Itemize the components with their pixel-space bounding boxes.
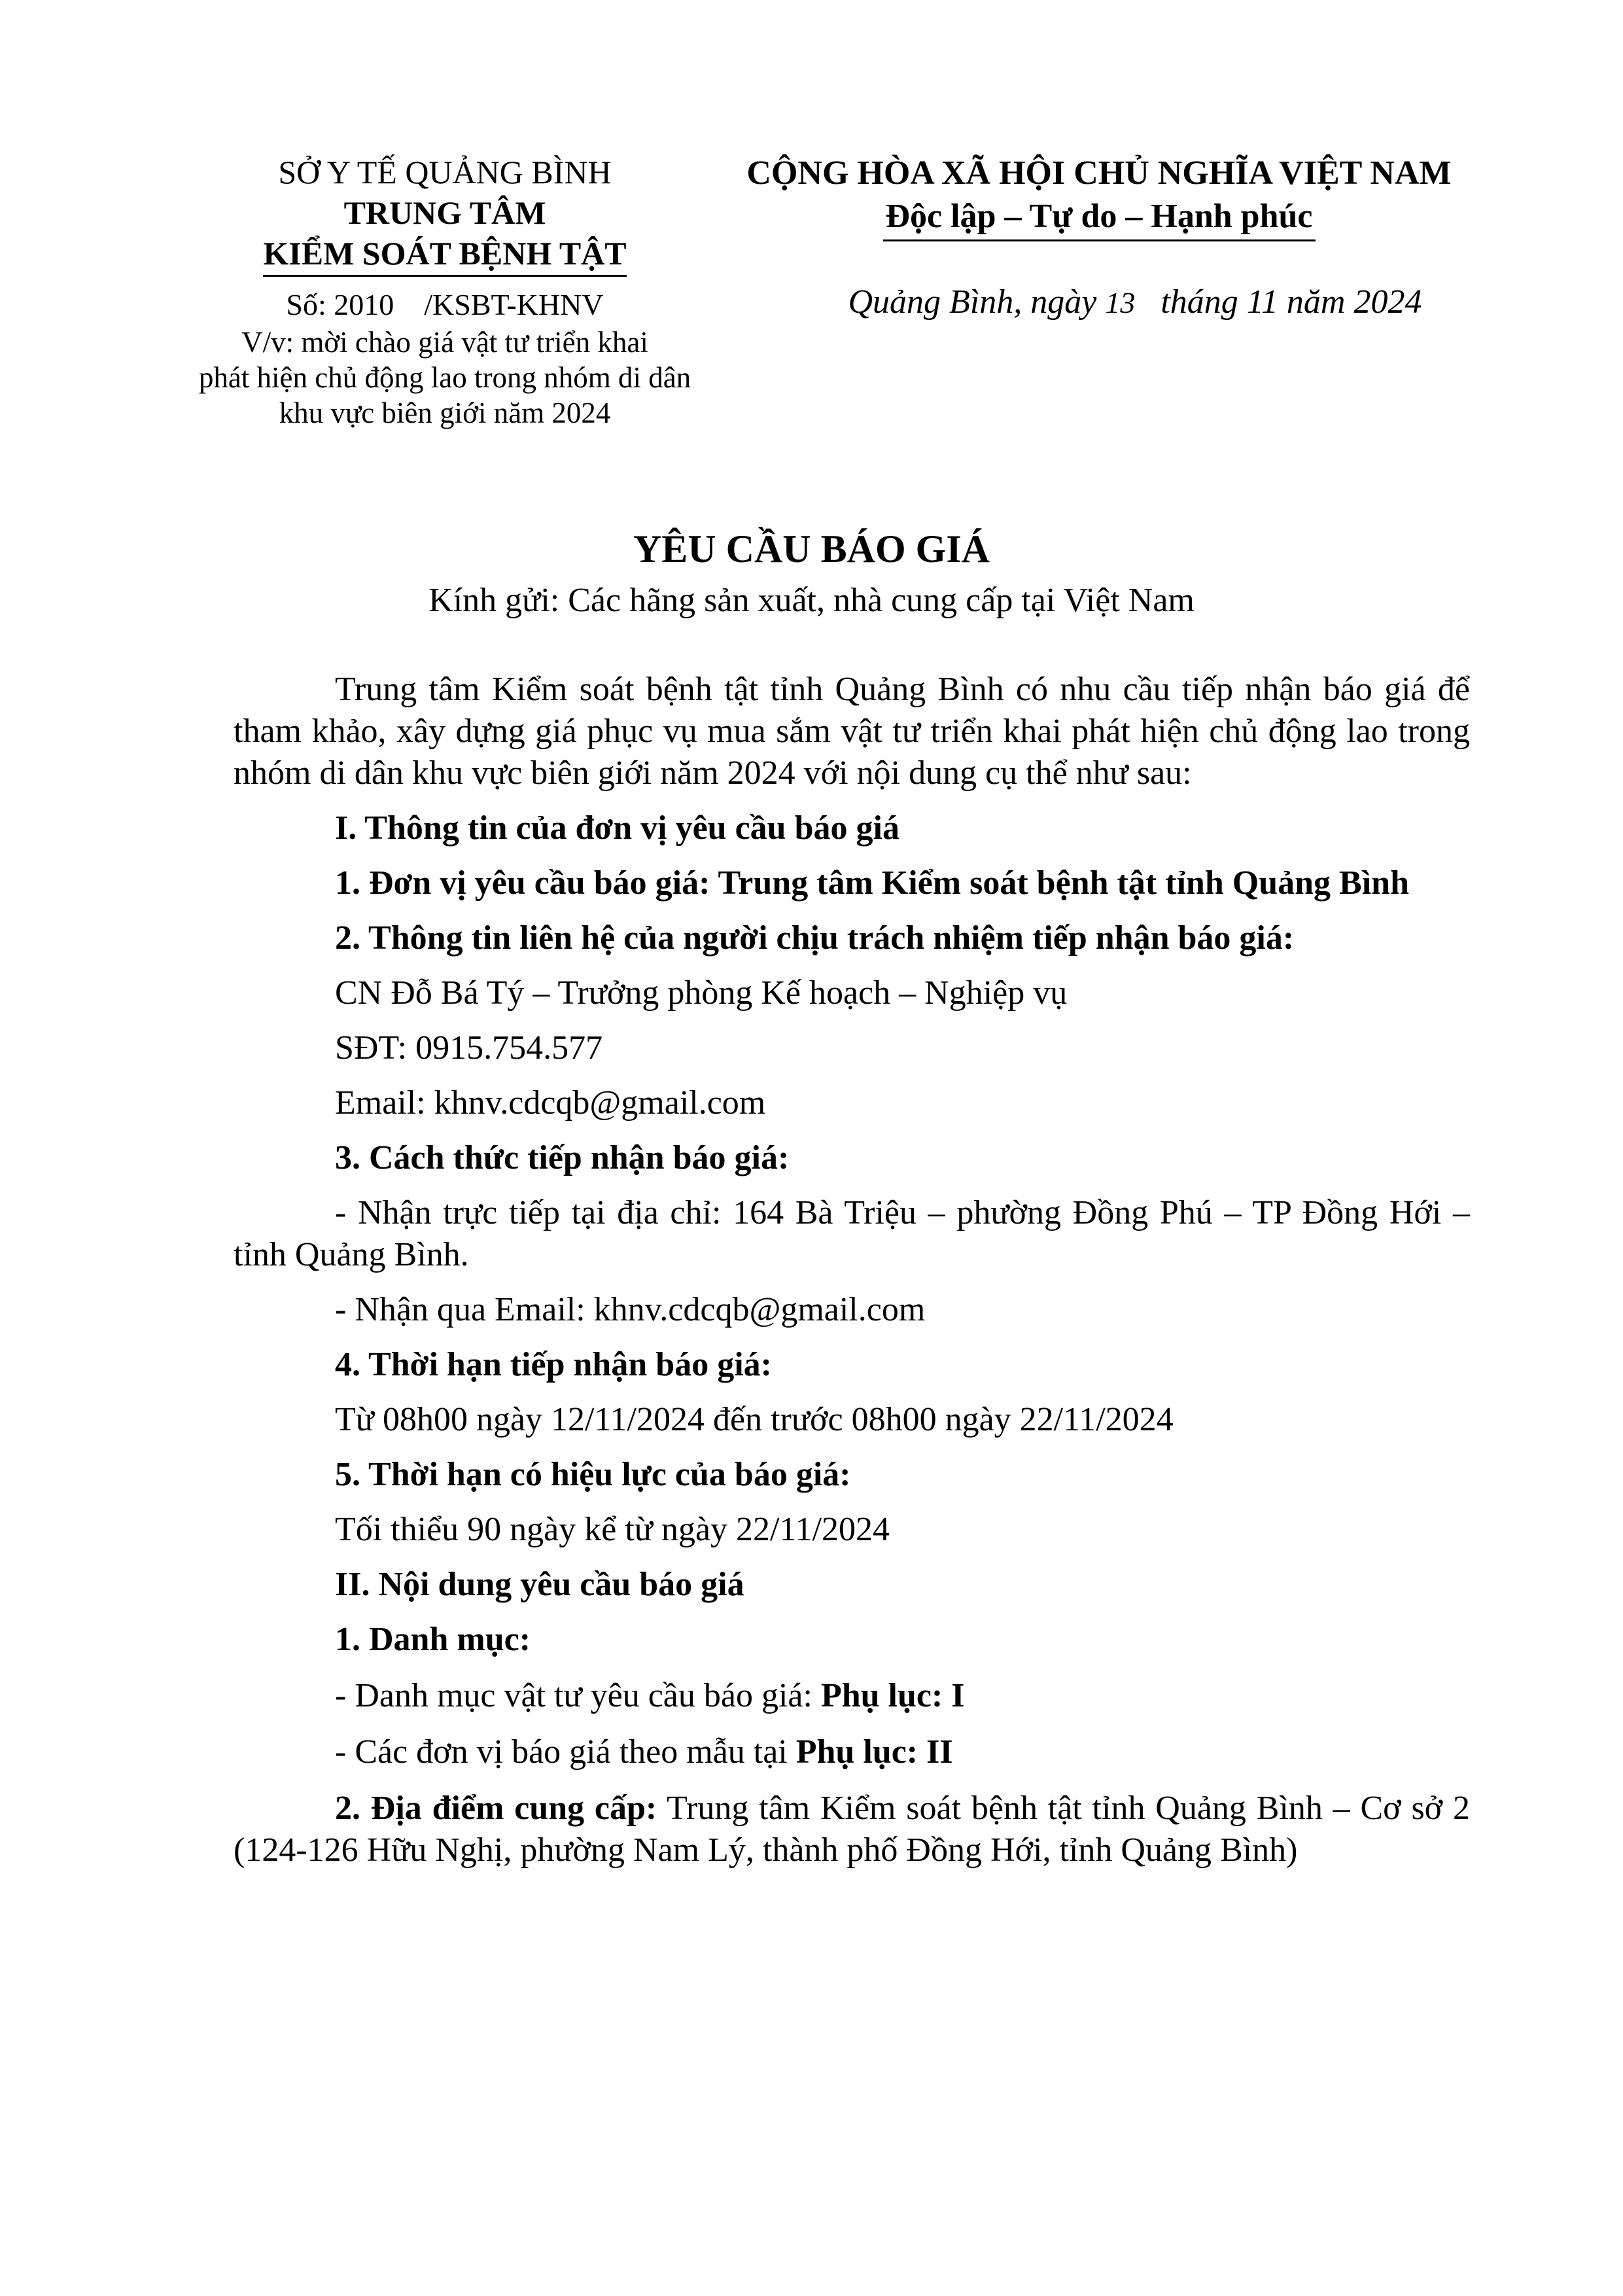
subject-line-1: V/v: mời chào giá vật tư triển khai (241, 326, 648, 359)
appendix-1-line: - Danh mục vật tư yêu cầu báo giá: Phụ lục: I (335, 1677, 965, 1714)
section-1-item-1: 1. Đơn vị yêu cầu báo giá: Trung tâm Kiểm soát bệnh tật tỉnh Quảng Bình (335, 864, 1410, 902)
issuer-department: SỞ Y TẾ QUẢNG BÌNH (278, 154, 612, 190)
document-number: Số: 2010 /KSBT-KHNV (286, 288, 604, 321)
appendix-2-line: - Các đơn vị báo giá theo mẫu tại Phụ lục: II (335, 1733, 953, 1771)
national-header (713, 152, 1485, 241)
delivery-location-label: 2. Địa điểm cung cấp: (335, 1790, 657, 1827)
document-date-day: 13 (1105, 286, 1136, 319)
section-2-item-1: 1. Danh mục: (335, 1621, 531, 1658)
document-title: YÊU CẦU BÁO GIÁ (633, 527, 990, 571)
appendix-2-ref: Phụ lục: II (795, 1733, 953, 1771)
subject-line-3: khu vực biên giới năm 2024 (279, 397, 611, 429)
national-motto: Độc lập – Tự do – Hạnh phúc (883, 195, 1316, 241)
appendix-1-ref: Phụ lục: I (820, 1677, 965, 1714)
section-2-item-2 (234, 1788, 1470, 1871)
quote-validity: Tối thiểu 90 ngày kể từ ngày 22/11/2024 (335, 1511, 890, 1548)
contact-email: Email: khnv.cdcqb@gmail.com (335, 1084, 766, 1122)
contact-phone: SĐT: 0915.754.577 (335, 1029, 603, 1067)
document-date: Quảng Bình, ngày 13 tháng 11 năm 2024 (848, 283, 1422, 321)
issuer-center-name: KIỂM SOÁT BỆNH TẬT (263, 233, 626, 277)
section-1-item-4: 4. Thời hạn tiếp nhận báo giá: (335, 1346, 772, 1383)
national-name: CỘNG HÒA XÃ HỘI CHỦ NGHĨA VIỆT NAM (746, 154, 1452, 192)
receive-method-email: - Nhận qua Email: khnv.cdcqb@gmail.com (335, 1291, 926, 1328)
receive-method-direct: - Nhận trực tiếp tại địa chỉ: 164 Bà Triệu – phường Đồng Phú – TP Đồng Hới – tỉnh Quảng Bình. (234, 1194, 1470, 1273)
contact-name: CN Đỗ Bá Tý – Trưởng phòng Kế hoạch – Nghiệp vụ (335, 974, 1068, 1012)
receive-deadline: Từ 08h00 ngày 12/11/2024 đến trước 08h00 ngày 22/11/2024 (335, 1401, 1174, 1438)
issuer-block (157, 152, 733, 430)
document-number-value: 2010 (334, 288, 394, 321)
section-1-item-5: 5. Thời hạn có hiệu lực của báo giá: (335, 1456, 851, 1493)
intro-paragraph: Trung tâm Kiểm soát bệnh tật tỉnh Quảng Bình có nhu cầu tiếp nhận báo giá để tham khảo, xây dựng giá phục vụ mua sắm vật tư triển khai phát hiện chủ động lao trong nhóm di dân khu vực biên giới năm 2024 với nội dung cụ thể như sau: (234, 671, 1470, 792)
section-1-heading: I. Thông tin của đơn vị yêu cầu báo giá (335, 809, 899, 847)
section-1-item-2: 2. Thông tin liên hệ của người chịu trách nhiệm tiếp nhận báo giá: (335, 919, 1295, 957)
delivery-location-text: Trung tâm Kiểm soát bệnh tật tỉnh Quảng Bình – Cơ sở 2 (124-126 Hữu Nghị, phường Nam Lý, thành phố Đồng Hới, tỉnh Quảng Bình) (234, 1790, 1470, 1869)
recipient-line: Kính gửi: Các hãng sản xuất, nhà cung cấp tại Việt Nam (428, 582, 1195, 619)
issuer-center: TRUNG TÂM (343, 194, 546, 231)
section-2-heading: II. Nội dung yêu cầu báo giá (335, 1566, 744, 1603)
section-1-item-3: 3. Cách thức tiếp nhận báo giá: (335, 1139, 790, 1176)
subject-line-2: phát hiện chủ động lao trong nhóm di dân (198, 361, 691, 394)
document-body (234, 669, 1470, 1871)
